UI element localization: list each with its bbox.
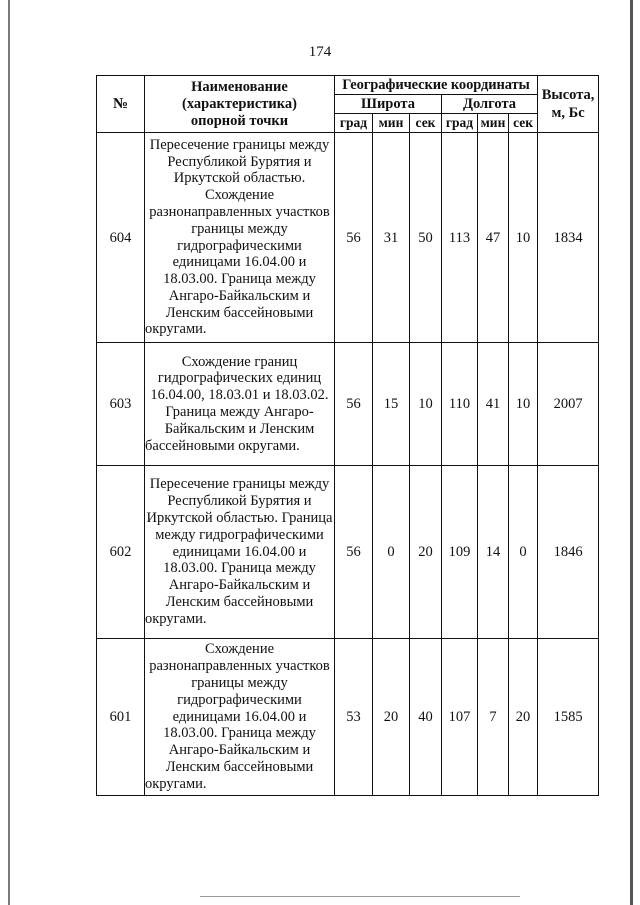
column-header-number: № [97, 76, 145, 133]
table-row [97, 466, 599, 639]
point-number: 602 [97, 466, 145, 639]
scan-border-left [8, 0, 10, 905]
scan-border-right [630, 0, 633, 905]
table-row [97, 343, 599, 466]
column-header-longitude: Долгота [442, 95, 538, 114]
lon-min-value: 7 [478, 639, 509, 796]
point-description-text: Пересечение границы между Республикой Бурятия и Иркутской областью. Схождение разнонаправленных участков границы между гидрографическими единицами 16.04.00 и 18.03.00. Граница между Ангаро-Байкальским и Ленским бассейновыми округами. [145, 136, 330, 338]
scan-border-bottom [200, 896, 520, 897]
point-description-text: Схождение разнонаправленных участков границы между гидрографическими единицами 16.04.00 и 18.03.00. Граница между Ангаро-Байкальским и Ленским бассейновыми округами. [145, 641, 330, 792]
column-header-name-line3: опорной точки [190, 112, 289, 129]
column-header-lon-min: мин [478, 114, 509, 133]
lon-sec-value: 10 [509, 133, 538, 343]
lon-deg-value: 110 [442, 343, 478, 466]
column-header-lon-deg: град [442, 114, 478, 133]
lon-deg-value: 113 [442, 133, 478, 343]
column-header-name-line1: Наименование [191, 78, 288, 95]
column-header-name-line2: (характеристика) [182, 95, 297, 112]
lon-sec-value: 20 [509, 639, 538, 796]
lat-sec-value: 40 [410, 639, 442, 796]
lat-deg-value: 56 [335, 466, 373, 639]
lat-sec-value: 50 [410, 133, 442, 343]
lon-min-value: 14 [478, 466, 509, 639]
point-description [145, 343, 335, 466]
lat-min-value: 20 [373, 639, 410, 796]
column-header-height [538, 76, 599, 133]
point-description-text: Схождение границ гидрографических единиц 16.04.00, 18.03.01 и 18.03.02. Граница между Ангаро-Байкальским и Ленским бассейновыми округами. [145, 353, 329, 454]
table-row [97, 133, 599, 343]
point-number: 601 [97, 639, 145, 796]
lat-min-value: 31 [373, 133, 410, 343]
lat-sec-value: 20 [410, 466, 442, 639]
lat-deg-value: 56 [335, 343, 373, 466]
lat-min-value: 15 [373, 343, 410, 466]
column-header-lat-sec: сек [410, 114, 442, 133]
point-number: 603 [97, 343, 145, 466]
lat-deg-value: 56 [335, 133, 373, 343]
lon-deg-value: 109 [442, 466, 478, 639]
table-header [97, 76, 599, 133]
lon-sec-value: 0 [509, 466, 538, 639]
height-value: 2007 [538, 343, 599, 466]
column-header-latitude: Широта [335, 95, 442, 114]
lon-min-value: 47 [478, 133, 509, 343]
height-value: 1585 [538, 639, 599, 796]
column-header-lat-deg: град [335, 114, 373, 133]
height-value: 1834 [538, 133, 599, 343]
point-description [145, 466, 335, 639]
lat-deg-value: 53 [335, 639, 373, 796]
reference-points-table [96, 75, 599, 796]
lon-sec-value: 10 [509, 343, 538, 466]
column-header-name [145, 76, 335, 133]
lat-sec-value: 10 [410, 343, 442, 466]
table-row [97, 639, 599, 796]
lat-min-value: 0 [373, 466, 410, 639]
column-header-geo-coords: Географические координаты [335, 76, 538, 95]
point-description [145, 639, 335, 796]
lon-min-value: 41 [478, 343, 509, 466]
column-header-height-line1: Высота, [541, 87, 595, 103]
table-body [97, 133, 599, 796]
column-header-lat-min: мин [373, 114, 410, 133]
point-number: 604 [97, 133, 145, 343]
point-description [145, 133, 335, 343]
height-value: 1846 [538, 466, 599, 639]
page-number: 174 [308, 44, 332, 60]
point-description-text: Пересечение границы между Республикой Бурятия и Иркутской областью. Граница между гидрографическими единицами 16.04.00 и 18.03.00. Граница между Ангаро-Байкальским и Ленским бассейновыми округами. [145, 476, 333, 627]
lon-deg-value: 107 [442, 639, 478, 796]
column-header-height-line2: м, Бс [551, 105, 585, 121]
column-header-lon-sec: сек [509, 114, 538, 133]
